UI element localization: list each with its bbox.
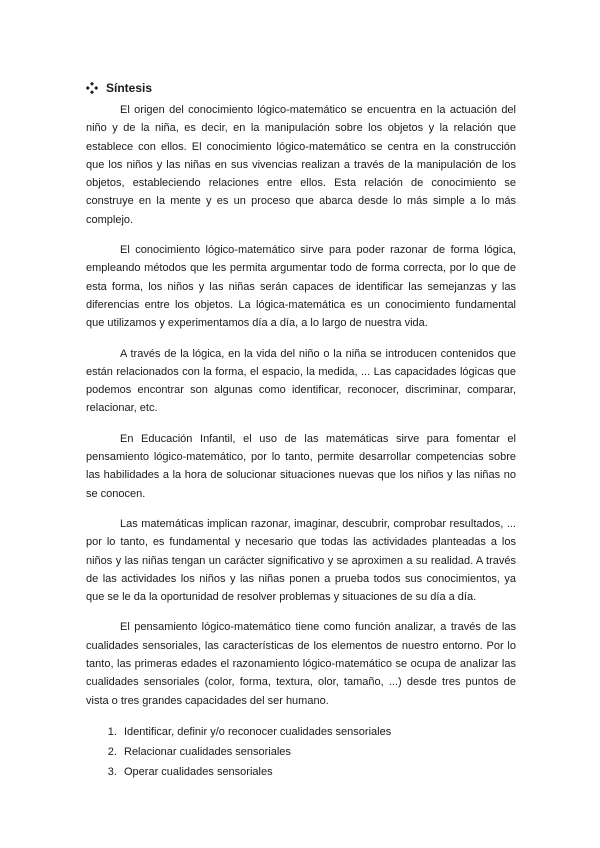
numbered-list bbox=[86, 722, 516, 782]
section-title: Síntesis bbox=[106, 81, 153, 95]
list-item: 3. Operar cualidades sensoriales bbox=[120, 762, 516, 782]
paragraph-1: El origen del conocimiento lógico-matemático se encuentra en la actuación del niño y de la niña, es decir, en la manipulación sobre los objetos y la relación que establece con ellos. El conocimiento lógico-matemático se centra en la construcción que los niños y las niñas en sus vivencias realizan a través de la manipulación de los objetos, estableciendo relaciones entre ellos. Esta relación de conocimiento se construye en la mente y es un proceso que abarca desde lo más simple a lo más complejo. bbox=[86, 104, 516, 226]
paragraph-6: El pensamiento lógico-matemático tiene como función analizar, a través de las cualidades sensoriales, las características de los elementos de nuestro entorno. Por lo tanto, las primeras edades el razonamiento lógico-matemático se ocupa de analizar las cualidades sensoriales (color, forma, textura, olor, tamaño, ...) desde tres puntos de vista o tres grandes capacidades del ser humano. bbox=[86, 621, 516, 707]
paragraph-3: A través de la lógica, en la vida del niño o la niña se introducen contenidos que están relacionados con la forma, el espacio, la medida, ... Las capacidades lógicas que podemos encontrar son algunas como identificar, reconocer, discriminar, comparar, relacionar, etc. bbox=[86, 347, 516, 415]
list-item: 1. Identificar, definir y/o reconocer cualidades sensoriales bbox=[120, 722, 516, 742]
paragraph-2: El conocimiento lógico-matemático sirve para poder razonar de forma lógica, empleando métodos que les permita argumentar todo de forma correcta, por lo que de esta forma, los niños y las niñas serán capaces de identificar las semejanzas y las diferencias entre los objetos. La lógica-matemática es un conocimiento fundamental que utilizamos y experimentamos día a día, a lo largo de nuestra vida. bbox=[86, 244, 516, 330]
diamond-bullet-icon bbox=[86, 82, 98, 94]
list-item: 2. Relacionar cualidades sensoriales bbox=[120, 742, 516, 762]
paragraph-4: En Educación Infantil, el uso de las matemáticas sirve para fomentar el pensamiento lógico-matemático, por lo tanto, permite desarrollar competencias sobre las habilidades a la hora de solucionar situaciones nuevas que los niños y las niñas no se conocen. bbox=[86, 432, 516, 500]
paragraph-5: Las matemáticas implican razonar, imaginar, descubrir, comprobar resultados, ... por lo tanto, es fundamental y necesario que todas las actividades planteadas a los niños y las niñas tengan un carácter significativo y se aproximen a su realidad. A través de las actividades los niños y las niñas ponen a prueba todos sus conocimientos, ya que se le da la oportunidad de resolver problemas y situaciones de su día a día. bbox=[86, 517, 516, 604]
section-heading bbox=[86, 79, 516, 97]
